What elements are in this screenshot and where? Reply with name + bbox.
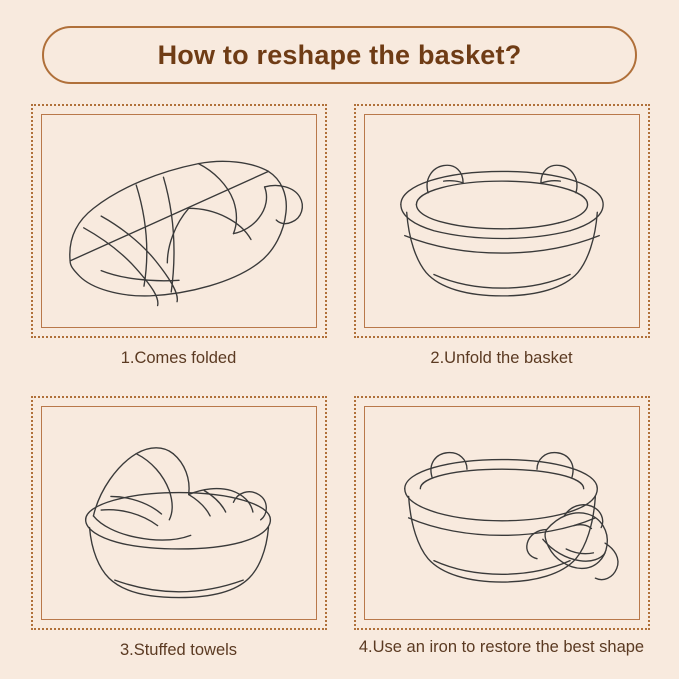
step-1-frame [31, 104, 327, 338]
steps-grid [26, 104, 654, 664]
page-title: How to reshape the basket? [157, 39, 522, 70]
iron-on-basket-icon [365, 407, 639, 619]
step-2 [349, 104, 654, 372]
step-1 [26, 104, 331, 372]
step-3-frame [31, 396, 327, 630]
folded-basket-icon [42, 115, 316, 327]
stuffed-towels-basket-icon [42, 407, 316, 619]
step-4-image [364, 406, 640, 620]
step-4-frame [354, 396, 650, 630]
step-2-caption: 2.Unfold the basket [430, 349, 573, 367]
step-4 [349, 396, 654, 664]
step-3-image [41, 406, 317, 620]
title-banner [42, 26, 637, 84]
step-3-caption: 3.Stuffed towels [119, 641, 238, 659]
step-3 [26, 396, 331, 664]
step-2-frame [354, 104, 650, 338]
step-2-image [364, 114, 640, 328]
step-1-image [41, 114, 317, 328]
step-4-caption: 4.Use an iron to restore the best shape [358, 638, 645, 656]
unfolded-basket-icon [365, 115, 639, 327]
step-1-caption: 1.Comes folded [120, 349, 237, 367]
